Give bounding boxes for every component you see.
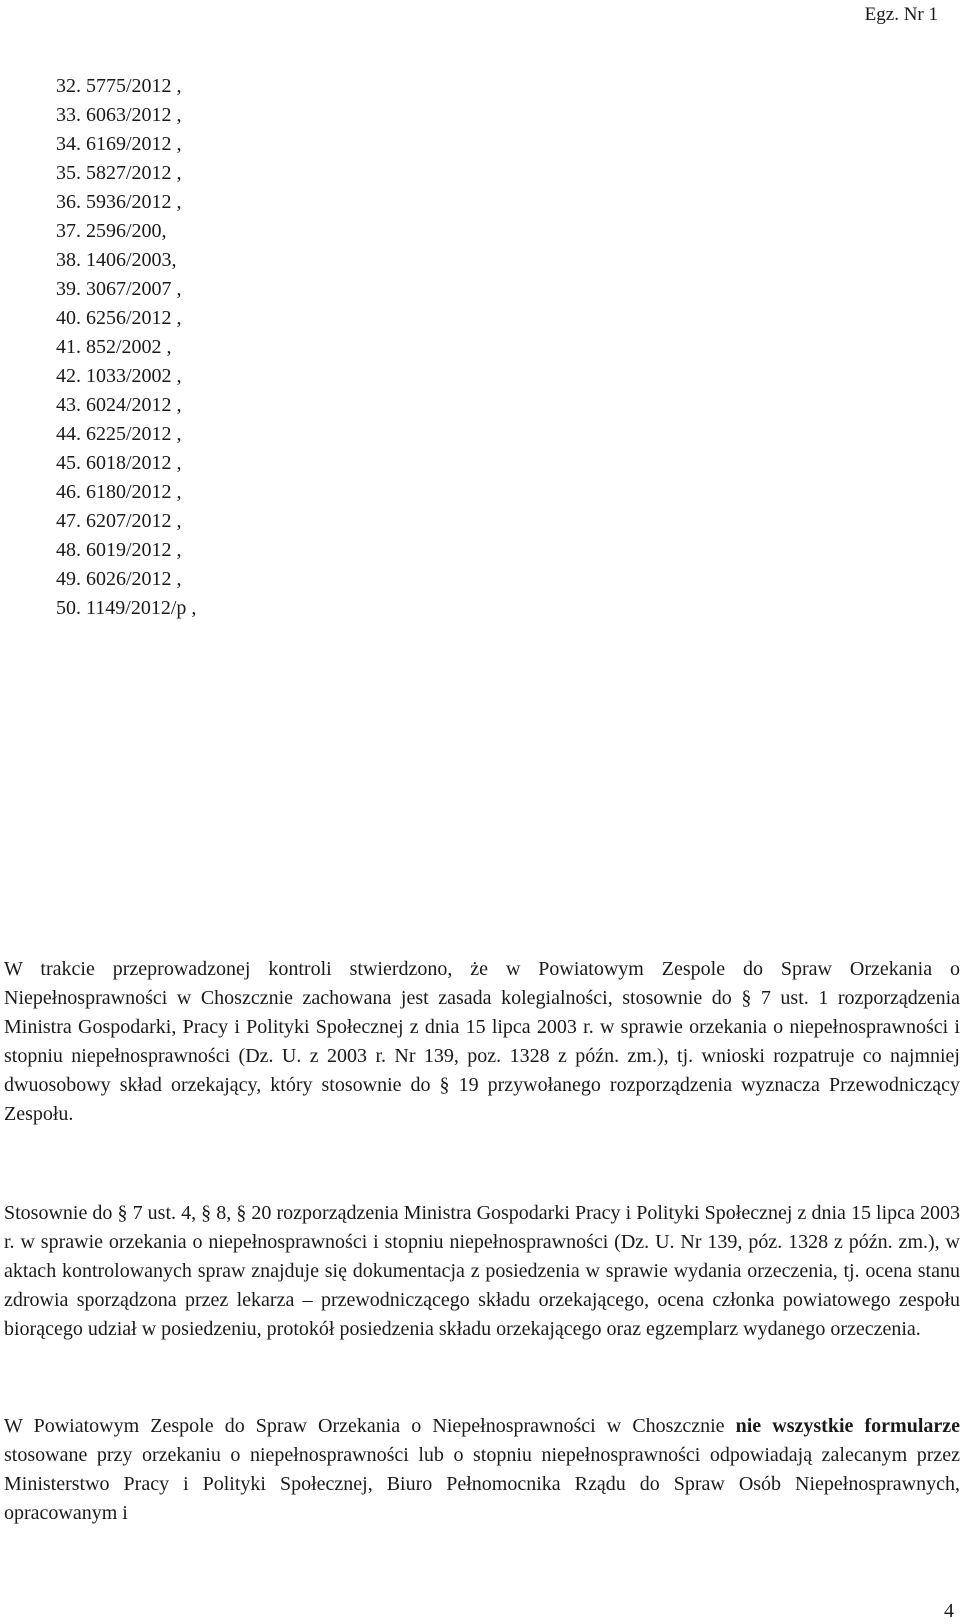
paragraph-inspection-findings: W trakcie przeprowadzonej kontroli stwierdzono, że w Powiatowym Zespole do Spraw Orzekania o Niepełnosprawności w Choszcznie zachowana jest zasada kolegialności, stosownie do § 7 ust. 1 rozporządzenia Ministra Gospodarki, Pracy i Polityki Społecznej z dnia 15 lipca 2003 r. w sprawie orzekania o niepełnosprawności i stopniu niepełnosprawności (Dz. U. z 2003 r. Nr 139, poz. 1328 z późn. zm.), tj. wnioski rozpatruje co najmniej dwuosobowy skład orzekający, który stosownie do § 19 przywołanego rozporządzenia wyznacza Przewodniczący Zespołu. bbox=[4, 958, 960, 1125]
list-item: 42. 1033/2002 , bbox=[56, 365, 182, 387]
paragraph-forms-emphasis: nie wszystkie formularze bbox=[735, 1415, 960, 1437]
list-item: 39. 3067/2007 , bbox=[56, 278, 182, 300]
case-number-list bbox=[56, 72, 196, 623]
list-item: 41. 852/2002 , bbox=[56, 336, 172, 358]
list-item: 38. 1406/2003, bbox=[56, 249, 177, 271]
list-item: 35. 5827/2012 , bbox=[56, 162, 182, 184]
page-number: 4 bbox=[944, 1600, 954, 1622]
copy-number-label: Egz. Nr 1 bbox=[864, 4, 938, 25]
list-item: 37. 2596/200, bbox=[56, 220, 167, 242]
paragraph-forms bbox=[4, 1412, 960, 1528]
paragraph-forms-start: W Powiatowym Zespole do Spraw Orzekania o Niepełnosprawności w Choszcznie bbox=[4, 1415, 736, 1437]
list-item: 33. 6063/2012 , bbox=[56, 104, 182, 126]
list-item: 48. 6019/2012 , bbox=[56, 539, 182, 561]
list-item: 44. 6225/2012 , bbox=[56, 423, 182, 445]
paragraph-documentation: Stosownie do § 7 ust. 4, § 8, § 20 rozporządzenia Ministra Gospodarki Pracy i Polityki Społecznej z dnia 15 lipca 2003 r. w sprawie orzekania o niepełnosprawności i stopniu niepełnosprawności (Dz. U. Nr 139, póz. 1328 z późn. zm.), w aktach kontrolowanych spraw znajduje się dokumentacja z posiedzenia w sprawie wydania orzeczenia, tj. ocena stanu zdrowia sporządzona przez lekarza – przewodniczącego składu orzekającego, ocena członka powiatowego zespołu biorącego udział w posiedzeniu, protokół posiedzenia składu orzekającego oraz egzemplarz wydanego orzeczenia. bbox=[4, 1202, 960, 1340]
list-item: 50. 1149/2012/p , bbox=[56, 597, 197, 619]
list-item: 43. 6024/2012 , bbox=[56, 394, 182, 416]
paragraph-forms-end: stosowane przy orzekaniu o niepełnosprawności lub o stopniu niepełnosprawności odpowiadają zalecanym przez Ministerstwo Pracy i Polityki Społecznej, Biuro Pełnomocnika Rządu do Spraw Osób Niepełnosprawnych, opracowanym i bbox=[4, 1444, 960, 1524]
list-item: 40. 6256/2012 , bbox=[56, 307, 182, 329]
list-item: 45. 6018/2012 , bbox=[56, 452, 182, 474]
list-item: 47. 6207/2012 , bbox=[56, 510, 182, 532]
list-item: 49. 6026/2012 , bbox=[56, 568, 182, 590]
list-item: 36. 5936/2012 , bbox=[56, 191, 182, 213]
list-item: 46. 6180/2012 , bbox=[56, 481, 182, 503]
list-item: 34. 6169/2012 , bbox=[56, 133, 182, 155]
list-item: 32. 5775/2012 , bbox=[56, 75, 182, 97]
